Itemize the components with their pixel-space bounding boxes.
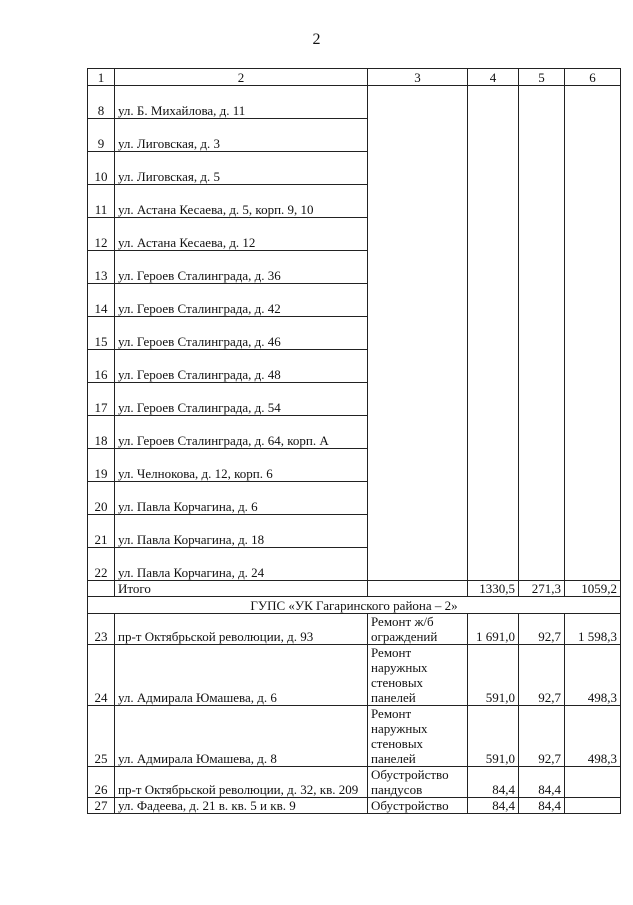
total-number-cell [88, 581, 115, 597]
row-address: ул. Героев Сталинграда, д. 42 [115, 284, 368, 317]
row-address: ул. Героев Сталинграда, д. 54 [115, 383, 368, 416]
row-address: ул. Фадеева, д. 21 в. кв. 5 и кв. 9 [115, 798, 368, 814]
row-number: 27 [88, 798, 115, 814]
total-row [88, 581, 621, 597]
row-number: 8 [88, 86, 115, 119]
row-value-4: 84,4 [468, 767, 519, 798]
row-address: ул. Героев Сталинграда, д. 36 [115, 251, 368, 284]
total-value-4: 1330,5 [468, 581, 519, 597]
row-number: 13 [88, 251, 115, 284]
row-value-5: 84,4 [519, 767, 565, 798]
row-value-6 [565, 767, 621, 798]
table-row [88, 86, 621, 119]
row-number: 14 [88, 284, 115, 317]
row-address: ул. Адмирала Юмашева, д. 8 [115, 706, 368, 767]
row-number: 16 [88, 350, 115, 383]
total-work-cell [368, 581, 468, 597]
row-address: ул. Героев Сталинграда, д. 48 [115, 350, 368, 383]
table-row [88, 706, 621, 767]
row-address: ул. Астана Кесаева, д. 5, корп. 9, 10 [115, 185, 368, 218]
row-address: ул. Павла Корчагина, д. 6 [115, 482, 368, 515]
row-value-5: 92,7 [519, 706, 565, 767]
row-value-4: 84,4 [468, 798, 519, 814]
column-header: 4 [468, 69, 519, 86]
row-address: ул. Адмирала Юмашева, д. 6 [115, 645, 368, 706]
column-header: 6 [565, 69, 621, 86]
row-address: ул. Героев Сталинграда, д. 46 [115, 317, 368, 350]
row-address: ул. Астана Кесаева, д. 12 [115, 218, 368, 251]
page-number: 2 [312, 31, 321, 48]
row-number: 24 [88, 645, 115, 706]
section-title: ГУПС «УК Гагаринского района – 2» [88, 597, 621, 614]
table-row [88, 767, 621, 798]
row-value-6: 498,3 [565, 645, 621, 706]
total-label: Итого [115, 581, 368, 597]
row-number: 11 [88, 185, 115, 218]
value-cell [519, 86, 565, 581]
table-row [88, 614, 621, 645]
value-cell [468, 86, 519, 581]
column-header: 3 [368, 69, 468, 86]
row-address: ул. Павла Корчагина, д. 18 [115, 515, 368, 548]
row-work-type: Обустройство пандусов [368, 767, 468, 798]
row-address: ул. Б. Михайлова, д. 11 [115, 86, 368, 119]
column-header: 2 [115, 69, 368, 86]
row-address: ул. Героев Сталинграда, д. 64, корп. А [115, 416, 368, 449]
row-address: пр-т Октябрьской революции, д. 93 [115, 614, 368, 645]
value-cell [565, 86, 621, 581]
column-number-row [88, 69, 621, 86]
row-value-5: 92,7 [519, 614, 565, 645]
row-number: 12 [88, 218, 115, 251]
row-number: 17 [88, 383, 115, 416]
row-number: 20 [88, 482, 115, 515]
row-value-6: 498,3 [565, 706, 621, 767]
repair-table [87, 68, 621, 814]
column-header: 1 [88, 69, 115, 86]
row-address: ул. Челнокова, д. 12, корп. 6 [115, 449, 368, 482]
row-work-type: Обустройство [368, 798, 468, 814]
row-value-6 [565, 798, 621, 814]
table-row [88, 798, 621, 814]
row-value-5: 92,7 [519, 645, 565, 706]
row-address: ул. Лиговская, д. 3 [115, 119, 368, 152]
row-value-5: 84,4 [519, 798, 565, 814]
row-work-type: Ремонт ж/б ограждений [368, 614, 468, 645]
row-number: 23 [88, 614, 115, 645]
row-number: 18 [88, 416, 115, 449]
row-address: ул. Павла Корчагина, д. 24 [115, 548, 368, 581]
row-address: пр-т Октябрьской революции, д. 32, кв. 209 [115, 767, 368, 798]
total-value-6: 1059,2 [565, 581, 621, 597]
row-number: 19 [88, 449, 115, 482]
row-address: ул. Лиговская, д. 5 [115, 152, 368, 185]
row-number: 15 [88, 317, 115, 350]
row-value-4: 591,0 [468, 706, 519, 767]
row-number: 25 [88, 706, 115, 767]
row-number: 10 [88, 152, 115, 185]
row-work-type: Ремонт наружных стеновых панелей [368, 706, 468, 767]
row-value-6: 1 598,3 [565, 614, 621, 645]
total-value-5: 271,3 [519, 581, 565, 597]
row-number: 22 [88, 548, 115, 581]
row-value-4: 591,0 [468, 645, 519, 706]
row-number: 21 [88, 515, 115, 548]
section-header-row [88, 597, 621, 614]
row-number: 9 [88, 119, 115, 152]
table-row [88, 645, 621, 706]
row-work-type: Ремонт наружных стеновых панелей [368, 645, 468, 706]
work-type-cell [368, 86, 468, 581]
row-number: 26 [88, 767, 115, 798]
row-value-4: 1 691,0 [468, 614, 519, 645]
column-header: 5 [519, 69, 565, 86]
